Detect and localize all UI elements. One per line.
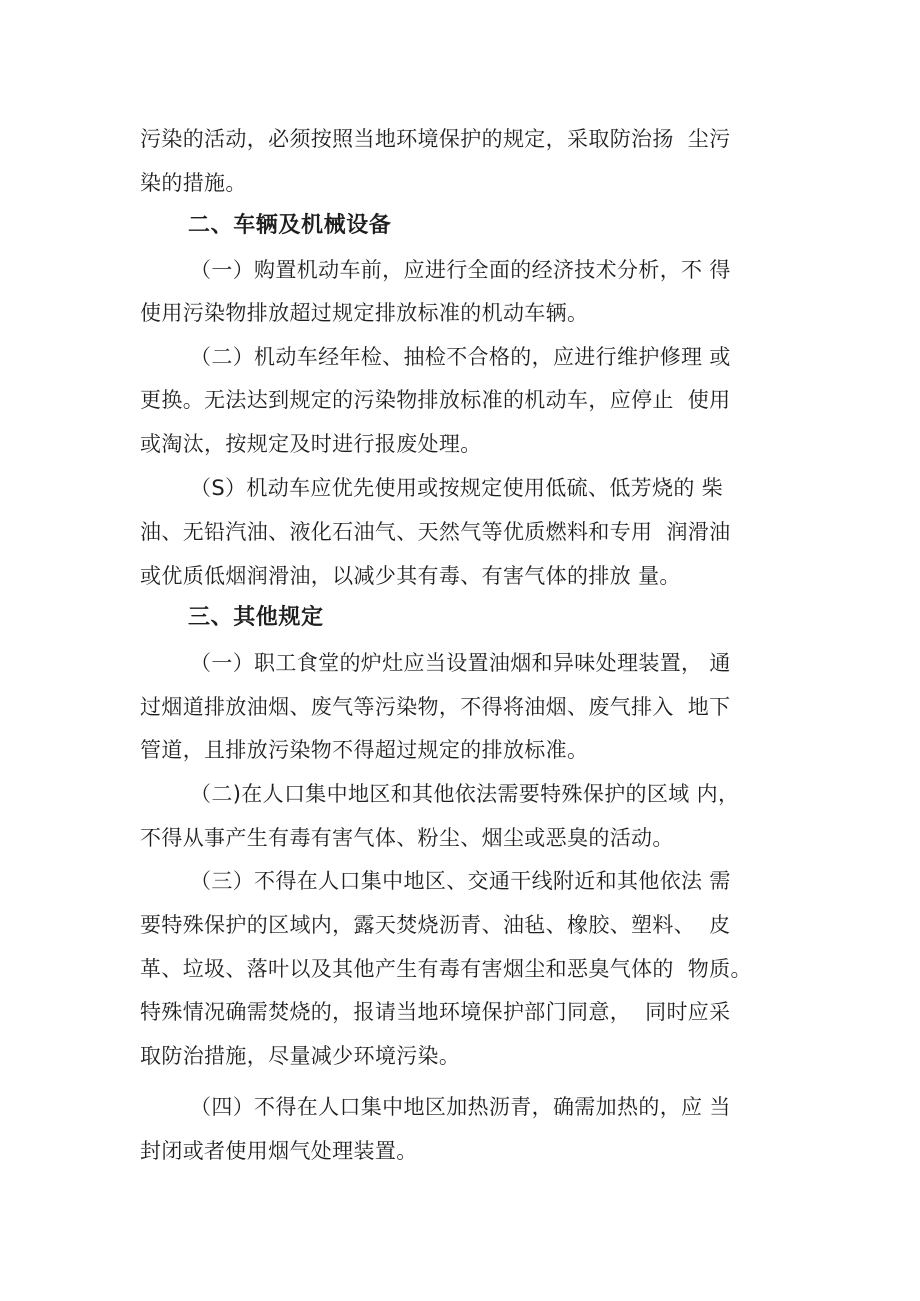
section-heading: 三、其他规定 bbox=[188, 605, 324, 630]
paragraph-line: 取防治措施，尽量减少环境污染。 bbox=[140, 1044, 461, 1068]
paragraph-line: 或淘汰，按规定及时进行报废处理。 bbox=[140, 432, 482, 456]
paragraph-line: 不得从事产生有毒有害气体、粉尘、烟尘或恶臭的活动。 bbox=[140, 826, 674, 850]
paragraph-line: 更换。无法达到规定的污染物排放标准的机动车，应停止 使用 bbox=[140, 388, 731, 412]
paragraph-line: 革、垃圾、落叶以及其他产生有毒有害烟尘和恶臭气体的 物质。 bbox=[140, 957, 752, 981]
paragraph-line: （一）职工食堂的炉灶应当设置油烟和异味处理装置， 通 bbox=[190, 651, 731, 675]
paragraph-line: 管道，且排放污染物不得超过规定的排放标准。 bbox=[140, 738, 589, 762]
paragraph-line: 污染的活动，必须按照当地环境保护的规定，采取防治扬 尘污 bbox=[140, 127, 731, 151]
paragraph-line: 使用污染物排放超过规定排放标准的机动车辆。 bbox=[140, 301, 589, 325]
paragraph-line: 过烟道排放油烟、废气等污染物，不得将油烟、废气排入 地下 bbox=[140, 695, 731, 719]
paragraph-line: 染的措施。 bbox=[140, 171, 247, 195]
paragraph-line: 封闭或者使用烟气处理装置。 bbox=[140, 1139, 418, 1163]
paragraph-line: 要特殊保护的区域内，露天焚烧沥青、油毡、橡胶、塑料、 皮 bbox=[140, 913, 731, 937]
paragraph-line: （一）购置机动车前，应进行全面的经济技术分析，不 得 bbox=[190, 258, 731, 282]
paragraph-line: （二)在人口集中地区和其他依法需要特殊保护的区域 内， bbox=[190, 782, 740, 806]
paragraph-line: 油、无铅汽油、液化石油气、天然气等优质燃料和专用 润滑油 bbox=[140, 520, 731, 544]
paragraph-line: 特殊情况确需焚烧的，报请当地环境保护部门同意， 同时应采 bbox=[140, 1000, 731, 1024]
paragraph-line: （二）机动车经年检、抽检不合格的，应进行维护修理 或 bbox=[190, 345, 731, 369]
paragraph-line: 或优质低烟润滑油，以减少其有毒、有害气体的排放 量。 bbox=[140, 564, 681, 588]
paragraph-line: （三）不得在人口集中地区、交通干线附近和其他依法 需 bbox=[190, 869, 731, 893]
paragraph-line: （S）机动车应优先使用或按规定使用低硫、低芳烧的 柴 bbox=[190, 476, 724, 500]
section-heading: 二、车辆及机械设备 bbox=[188, 213, 392, 238]
paragraph-line: （四）不得在人口集中地区加热沥青，确需加热的，应 当 bbox=[190, 1095, 731, 1119]
